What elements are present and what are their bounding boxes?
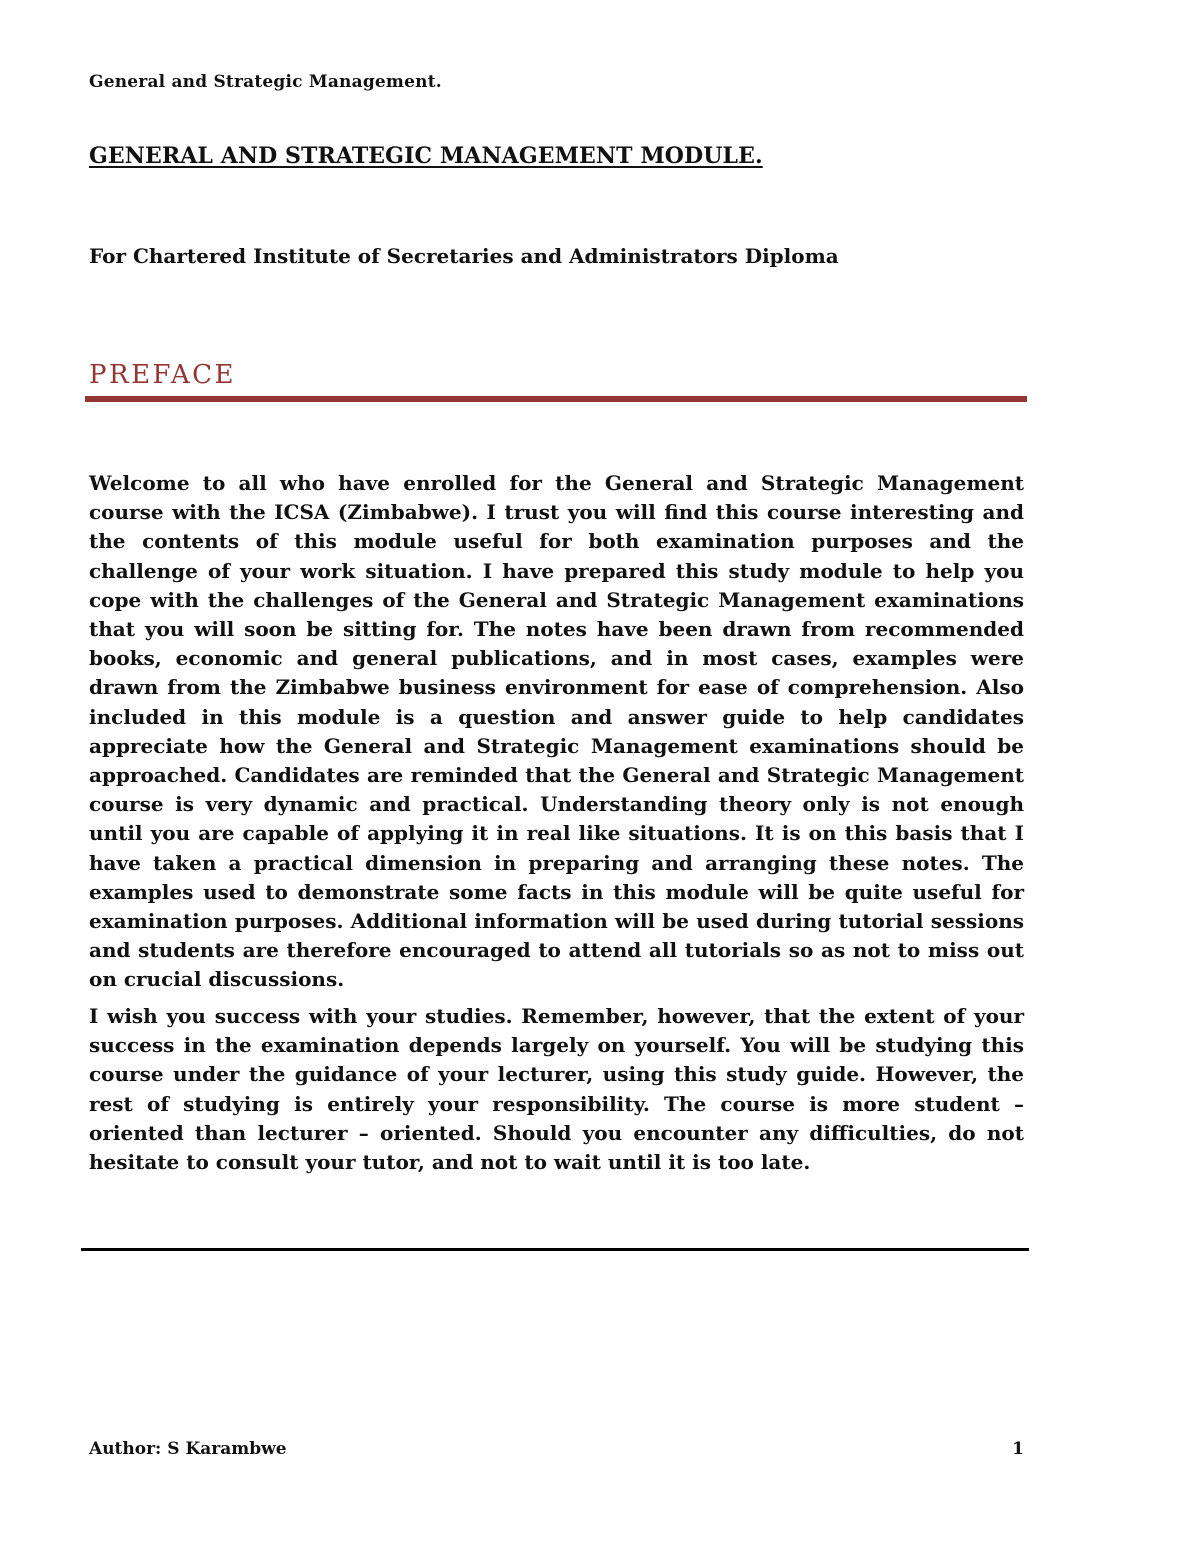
- module-subtitle: For Chartered Institute of Secretaries and Administrators Diploma: [89, 244, 839, 268]
- preface-heading: PREFACE: [89, 360, 236, 390]
- module-title: GENERAL AND STRATEGIC MANAGEMENT MODULE.: [89, 143, 763, 169]
- footer-author: Author: S Karambwe: [89, 1439, 287, 1459]
- page-number: 1: [1012, 1439, 1024, 1459]
- preface-paragraph-welcome: Welcome to all who have enrolled for the General and Strategic Management course with the ICSA (Zimbabwe). I trust you will find this course interesting and the contents of this module useful for both examination purposes and the challenge of your work situation. I have prepared this study module to help you cope with the challenges of the General and Strategic Management examinations that you will soon be sitting for. The notes have been drawn from recommended books, economic and general publications, and in most cases, examples were drawn from the Zimbabwe business environment for ease of comprehension. Also included in this module is a question and answer guide to help candidates appreciate how the General and Strategic Management examinations should be approached. Candidates are reminded that the General and Strategic Management course is very dynamic and practical. Understanding theory only is not enough until you are capable of applying it in real like situations. It is on this basis that I have taken a practical dimension in preparing and arranging these notes. The examples used to demonstrate some facts in this module will be quite useful for examination purposes. Additional information will be used during tutorial sessions and students are therefore encouraged to attend all tutorials so as not to miss out on crucial discussions.: [89, 471, 1024, 992]
- footer-divider: [81, 1248, 1029, 1251]
- running-header: General and Strategic Management.: [89, 72, 442, 92]
- preface-paragraph-success: I wish you success with your studies. Remember, however, that the extent of your success in the examination depends largely on yourself. You will be studying this course under the guidance of your lecturer, using this study guide. However, the rest of studying is entirely your responsibility. The course is more student – oriented than lecturer – oriented. Should you encounter any difficulties, do not hesitate to consult your tutor, and not to wait until it is too late.: [89, 1004, 1024, 1175]
- preface-divider: [85, 396, 1027, 402]
